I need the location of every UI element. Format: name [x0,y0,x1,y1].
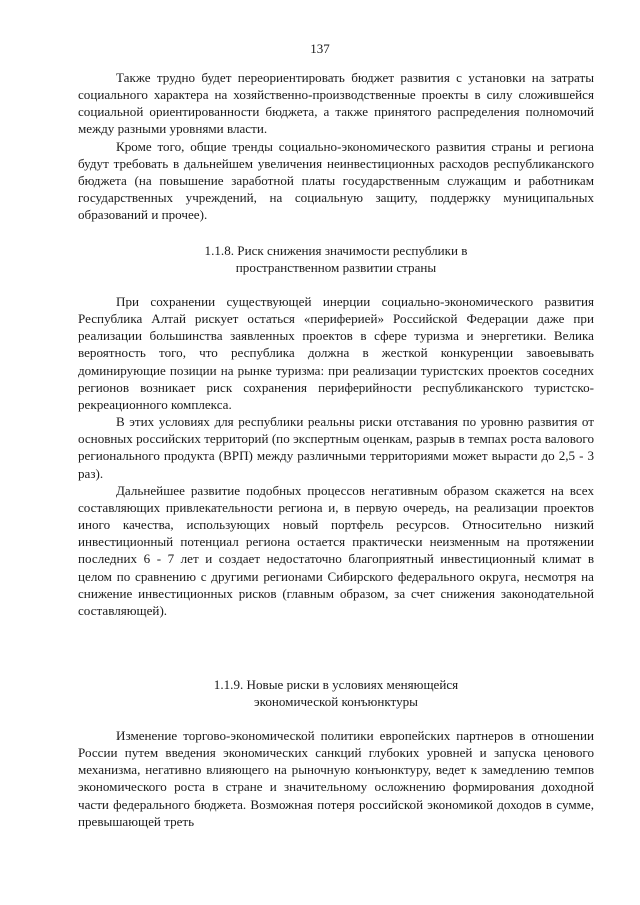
section-1-1-9-text [78,727,594,830]
section-heading-line: экономической конъюнктуры [254,694,418,710]
paragraph: Дальнейшее развитие подобных процессов негативным образом скажется на всех составляющих привлекательности региона и, в первую очередь, на реализации проектов иного качества, использующих новый портфель ресурсов. Относительно низкий инвестиционный потенциал региона остается практически неизменным на протяжении последних 6 - 7 лет и создает недостаточно благоприятный инвестиционный климат в целом по сравнению с другими регионами Сибирского федерального округа, несмотря на снижение инвестиционных рисков (главным образом, за счет снижения законодательной составляющей). [78,482,594,618]
section-heading-1-1-9 [78,676,594,710]
section-heading-line: 1.1.9. Новые риски в условиях меняющейся [213,677,459,692]
intro-text-block [78,69,594,223]
section-1-1-8-text [78,293,594,619]
page-number: 137 [310,41,330,56]
paragraph: Кроме того, общие тренды социально-экономического развития страны и региона будут требовать в дальнейшем увеличения неинвестиционных расходов республиканского бюджета (на повышение заработной платы государственным служащим и работникам государственных учреждений, на социальную защиту, поддержку муниципальных образований и прочее). [78,138,594,223]
paragraph: Также трудно будет переориентировать бюджет развития с установки на затраты социального характера на хозяйственно-производственные проекты в силу сложившейся социальной ориентированности бюджета, а также принятого распределения полномочий между разными уровнями власти. [78,70,594,137]
section-heading-1-1-8 [78,242,594,276]
paragraph: В этих условиях для республики реальны риски отставания по уровню развития от основных российских территорий (по экспертным оценкам, разрыв в темпах роста валового регионального продукта (ВРП) между различными территориями может вырасти до 2,5 - 3 раз). [78,414,594,481]
paragraph: При сохранении существующей инерции социально-экономического развития Республика Алтай рискует остаться «периферией» Российской Федерации даже при реализации большинства заявленных проектов в сфере туризма и энергетики. Велика вероятность того, что республика должна в жесткой конкуренции завоевывать доминирующие позиции на рынке туризма: при реализации туристских проектов соседних регионов возникает риск сохранения периферийности республиканского туристско-рекреационного комплекса. [78,294,594,412]
paragraph: Изменение торгово-экономической политики европейских партнеров в отношении России путем введения экономических санкций глубоких уровней и запуска ценового механизма, негативно влияющего на рыночную конъюнктуру, ведет к замедлению темпов экономического роста в стране и значительному осложнению формирования доходной части федерального бюджета. Возможная потеря российской экономикой доходов в сумме, превышающей треть [78,728,594,829]
section-heading-line: пространственном развитии страны [235,260,437,276]
section-heading-line: 1.1.8. Риск снижения значимости республики в [204,243,468,258]
